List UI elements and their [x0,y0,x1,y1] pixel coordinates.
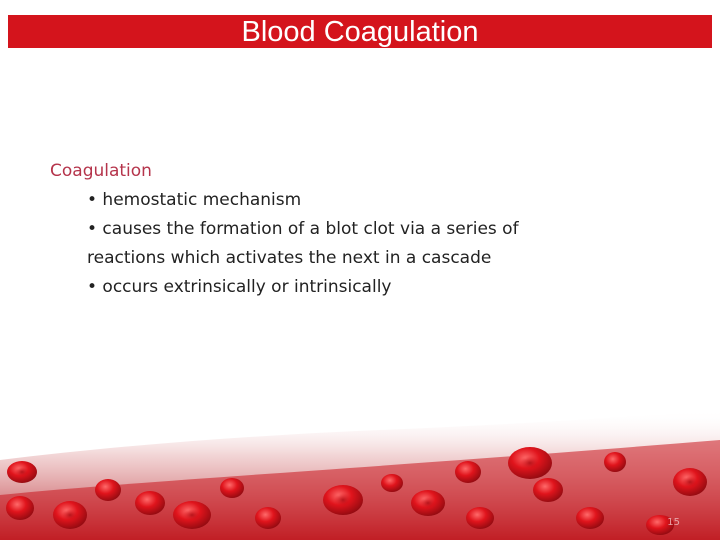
title-bar [8,15,712,48]
bullet-item: • occurs extrinsically or intrinsically [87,277,392,297]
bullet-continuation: reactions which activates the next in a cascade [87,248,492,268]
slide-title: Blood Coagulation [241,16,479,48]
bullet-item: • causes the formation of a blot clot via a series of [87,219,519,239]
body-heading: Coagulation [50,161,152,181]
slide-body [50,157,650,302]
red-blood-cells-illustration [0,400,720,540]
page-number: 15 [667,517,680,528]
bullet-item: • hemostatic mechanism [87,190,302,210]
